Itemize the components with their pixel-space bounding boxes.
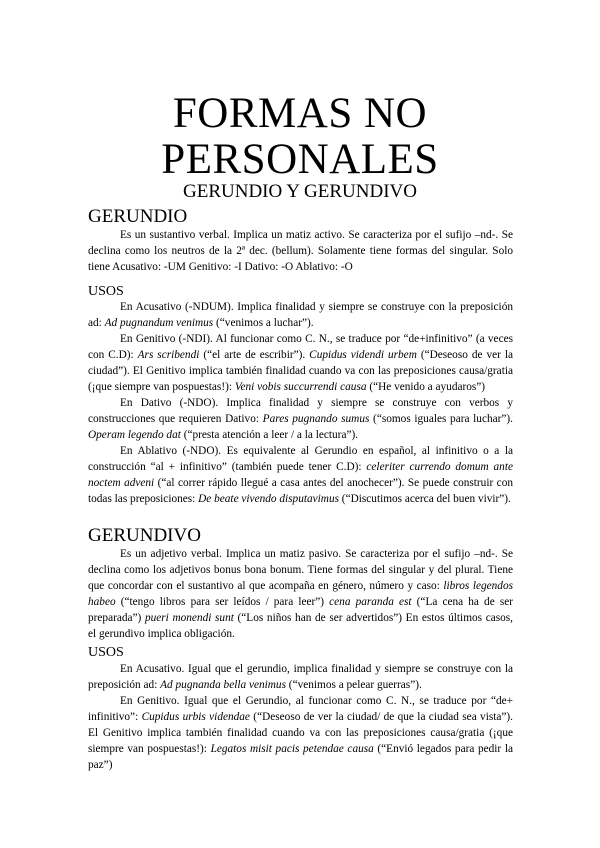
gerundio-ablativo-paragraph	[88, 443, 513, 507]
gerundivo-intro	[88, 546, 513, 642]
text: (“Deseoso de ver la ciudad”). El Genitivo implica también finalidad cuando va con las preposiciones causa/gratia (¡que siempre van pospuestas!):	[88, 349, 513, 393]
main-title-line-2: PERSONALES	[161, 136, 439, 183]
subtitle: GERUNDIO Y GERUNDIVO	[183, 181, 417, 202]
gerundio-heading: GERUNDIO	[88, 206, 188, 227]
text: (“el arte de escribir”).	[199, 349, 310, 361]
main-title-line-1: FORMAS NO	[172, 90, 428, 137]
text: En Acusativo (-NDUM). Implica finalidad y siempre se construye con la preposición ad:	[88, 301, 513, 329]
text: (“tengo libros para ser leídos / para leer”)	[115, 596, 330, 608]
latin-example: De beate vivendo disputavimus	[198, 493, 339, 505]
text: (“al correr rápido llegué a casa antes del anochecer”). Se puede construir con todas las preposiciones:	[88, 477, 513, 505]
text: (“venimos a luchar”).	[213, 317, 314, 329]
gerundio-genitivo-paragraph	[88, 331, 513, 395]
text: En Acusativo. Igual que el gerundio, implica finalidad y siempre se construye con la preposición ad:	[88, 663, 513, 691]
text: Es un adjetivo verbal. Implica un matiz pasivo. Se caracteriza por el sufijo –nd-. Se declina como los adjetivos bonus bona bonum. Tiene formas del singular y del plural. Tiene que concordar con el sustantivo al que acompaña en género, número y caso:	[88, 548, 513, 592]
latin-example: pueri monendi sunt	[144, 612, 234, 624]
text: (“somos iguales para luchar”).	[369, 413, 513, 425]
text: En Dativo (-NDO). Implica finalidad y siempre se construye con verbos y construcciones que requieren Dativo:	[88, 397, 513, 425]
latin-example: Ars scribendi	[137, 349, 200, 361]
latin-example: cena paranda est	[329, 596, 412, 608]
text: (“Deseoso de ver la ciudad/ de que la ciudad sea vista”). El Genitivo implica también finalidad cuando va con las preposiciones causa/gratia (¡que siempre van pospuestas!):	[88, 711, 513, 755]
text: (“Los niños han de ser advertidos”) En estos últimos casos, el gerundivo implica obligación.	[88, 612, 513, 640]
text: En Genitivo (-NDI). Al funcionar como C. N., se traduce por “de+infinitivo” (a veces con C.D):	[88, 333, 513, 361]
latin-example: Cupidus videndi urbem	[309, 349, 417, 361]
text: (“He venido a ayudaros”)	[366, 381, 486, 393]
latin-example: Cupidus urbis videndae	[141, 711, 250, 723]
gerundivo-usos-heading: USOS	[88, 645, 124, 660]
latin-example: Pares pugnando sumus	[262, 413, 370, 425]
gerundivo-acusativo-paragraph	[88, 661, 513, 693]
gerundio-usos-heading: USOS	[88, 284, 124, 299]
latin-example: Ad pugnanda bella venimus	[160, 679, 286, 691]
latin-example: Legatos misit pacis petendae causa	[210, 743, 374, 755]
text: (“La cena ha de ser preparada”)	[88, 596, 514, 624]
latin-example: Veni vobis succurrendi causa	[234, 381, 367, 393]
gerundivo-heading: GERUNDIVO	[88, 525, 201, 546]
text: En Genitivo. Igual que el Gerundio, al funcionar como C. N., se traduce por “de+ infinitivo”:	[88, 695, 513, 723]
gerundio-intro: Es un sustantivo verbal. Implica un matiz activo. Se caracteriza por el sufijo –nd-. Se declina como los neutros de la 2ª dec. (bellum). Solamente tiene formas del singular. Solo tiene Acusativo: -UM Genitivo: -I Dativo: -O Ablativo: -O	[88, 229, 513, 273]
latin-example: celeriter currendo domum ante noctem adveni	[88, 461, 513, 489]
text: (“venimos a pelear guerras”).	[285, 679, 422, 691]
gerundio-acusativo-paragraph	[88, 299, 513, 331]
gerundio-dativo-paragraph	[88, 395, 513, 443]
gerundivo-genitivo-paragraph	[88, 693, 513, 773]
latin-example: Operam legendo dat	[88, 429, 181, 441]
text: En Ablativo (-NDO). Es equivalente al Gerundio en español, al infinitivo o a la construcción “al + infinitivo” (también puede tener C.D):	[88, 445, 513, 473]
text: (“Discutimos acerca del buen vivir”).	[338, 493, 511, 505]
latin-example: libros legendos habeo	[88, 580, 513, 608]
text: (“presta atención a leer / a la lectura”).	[180, 429, 359, 441]
latin-example: Ad pugnandum venimus	[104, 317, 214, 329]
text: (“Envió legados para pedir la paz”)	[88, 743, 513, 771]
